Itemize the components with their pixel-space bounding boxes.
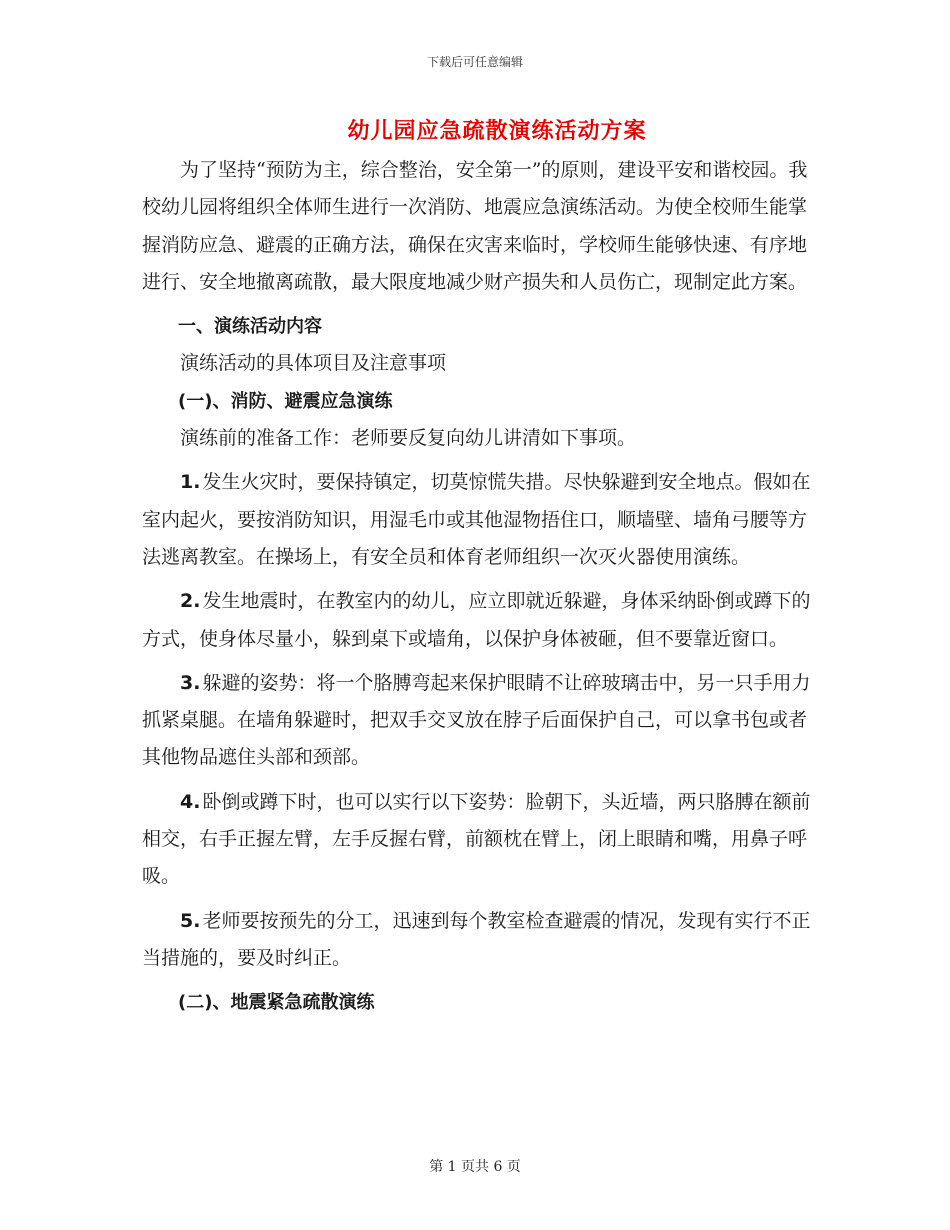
item-number: 2. [180, 590, 201, 613]
list-item [142, 784, 812, 896]
intro-paragraph: 为了坚持“预防为主，综合整治，安全第一”的原则，建设平安和谐校园。我校幼儿园将组织全体师生进行一次消防、地震应急演练活动。为使全校师生能掌握消防应急、避震的正确方法，确保在灾害来临时，学校师生能够快速、有序地进行、安全地撤离疏散，最大限度地减少财产损失和人员伤亡，现制定此方案。 [142, 159, 808, 293]
item-text: 老师要按预先的分工，迅速到每个教室检查避震的情况，发现有实行不正当措施的，要及时纠正。 [142, 909, 811, 969]
item-text: 发生地震时，在教室内的幼儿，应立即就近躲避，身体采纳卧倒或蹲下的方式，使身体尽量小，躲到桌下或墙角，以保护身体被砸，但不要靠近窗口。 [142, 590, 811, 650]
section-subtitle: 演练活动的具体项目及注意事项 [180, 352, 447, 375]
item-number: 1. [180, 471, 201, 494]
document-body [142, 152, 812, 1022]
item-number: 5. [180, 909, 201, 932]
page-footer: 第 1 页共 6 页 [429, 1159, 521, 1175]
part-heading-evacuation: (二)、地震紧急疏散演练 [178, 992, 375, 1014]
item-text: 躲避的姿势：将一个胳膊弯起来保护眼睛不让碎玻璃击中，另一只手用力抓紧桌腿。在墙角躲避时，把双手交叉放在脖子后面保护自己，可以拿书包或者其他物品遮住头部和颈部。 [142, 671, 811, 769]
prep-paragraph: 演练前的准备工作：老师要反复向幼儿讲清如下事项。 [180, 427, 637, 450]
section-heading: 一、演练活动内容 [178, 316, 322, 338]
list-item [142, 903, 812, 978]
item-text: 卧倒或蹲下时，也可以实行以下姿势：脸朝下，头近墙，两只胳膊在额前相交，右手正握左臂，左手反握右臂，前额枕在臂上，闭上眼睛和嘴，用鼻子呼吸。 [142, 790, 811, 888]
list-item [142, 464, 812, 576]
item-text: 发生火灾时，要保持镇定，切莫惊慌失措。尽快躲避到安全地点。假如在室内起火，要按消防知识，用湿毛巾或其他湿物捂住口，顺墙壁、墙角弓腰等方法逃离教室。在操场上，有安全员和体育老师组织一次灭火器使用演练。 [142, 471, 811, 568]
header-note: 下载后可任意编辑 [426, 55, 523, 69]
item-number: 3. [180, 671, 201, 694]
list-item [142, 665, 812, 777]
document-title: 幼儿园应急疏散演练活动方案 [347, 118, 647, 144]
item-number: 4. [180, 790, 201, 813]
list-item [142, 583, 812, 658]
part-heading-fire-quake: (一)、消防、避震应急演练 [178, 390, 393, 412]
